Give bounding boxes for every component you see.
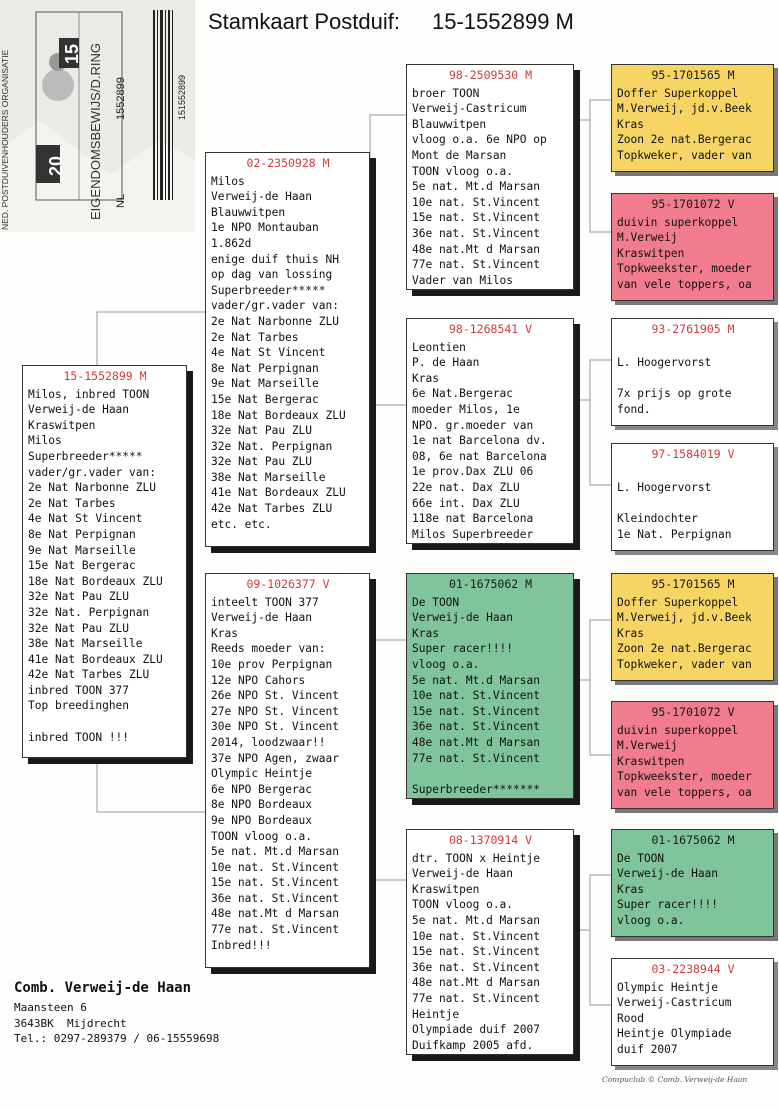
card-line: duivin superkoppel [617,723,739,737]
card-line: Kras [617,882,644,896]
card-line [412,766,569,782]
card-line: L. Hoogervorst [617,356,712,370]
pedigree-card-mmf [611,829,774,937]
card-line: vader/gr.vader van: [28,465,156,479]
card-line: Topkweekster, moeder [617,770,752,784]
card-line: moeder Milos, 1e [412,402,520,416]
card-line: 48e nat.Mt d Marsan [412,735,540,749]
card-ring-number: 01-1675062 M [651,833,735,847]
card-line: 10e prov Perpignan [211,657,333,671]
card-line: 41e Nat Bordeaux ZLU [28,652,163,666]
card-line: van vele toppers, oa [617,785,752,799]
card-line: 77e nat. St.Vincent [412,751,540,765]
card-line: 9e Nat Marseille [28,543,136,557]
card-line: duivin superkoppel [617,215,739,229]
card-line: 2e Nat Tarbes [28,496,116,510]
card-ring-number: 95-1701565 M [651,68,735,82]
card-line: 32e Nat Pau ZLU [211,455,313,469]
card-line: 32e Nat Pau ZLU [28,621,130,635]
card-line: 42e Nat Tarbes ZLU [28,668,150,682]
card-line: Mont de Marsan [412,148,507,162]
owner-street: Maansteen 6 [14,1001,87,1014]
card-ring-number: 02-2350928 M [246,156,330,170]
ring-org-label: NED. POSTDUIVENHOUDERS ORGANISATIE [0,49,10,230]
card-line: 30e NPO St. Vincent [211,720,339,734]
card-line: broer TOON [412,86,480,100]
card-line: L. Hoogervorst [617,481,712,495]
card-line: TOON vloog o.a. [211,829,313,843]
card-line: vloog o.a. [412,657,480,671]
card-line: Olympic Heintje [211,767,313,781]
pedigree-card-mother [205,573,370,968]
card-line: Kraswitpen [617,246,685,260]
card-line: 36e nat. St.Vincent [412,226,540,240]
card-line: Doffer Superkoppel [617,86,739,100]
barcode-number: 151552899 [177,74,187,120]
card-line: Heintje [412,1007,460,1021]
card-ring-number: 98-2509530 M [448,68,533,82]
card-line: 32e Nat. Perpignan [211,439,333,453]
title-label: Stamkaart Postduif: [208,9,400,34]
card-line: Verweij-de Haan [211,190,313,204]
card-line: 15e Nat Bergerac [28,559,136,573]
card-line: duif 2007 [617,1042,678,1056]
card-line: Kraswitpen [617,754,685,768]
card-line: 15e nat. St.Vincent [211,876,339,890]
card-line [28,714,182,730]
card-line: 08, 6e nat Barcelona [412,449,547,463]
card-line: 77e nat. St.Vincent [211,923,339,937]
card-line: Kraswitpen [28,418,96,432]
pedigree-card-subject [22,365,187,758]
card-line: 18e Nat Bordeaux ZLU [211,408,346,422]
card-line: 26e NPO St. Vincent [211,689,339,703]
card-line: 15e nat. St.Vincent [412,211,540,225]
card-line: Super racer!!!! [617,898,719,912]
card-line: 10e nat. St.Vincent [412,689,540,703]
card-line: 10e nat. St.Vincent [412,929,540,943]
pedigree-card-mf [406,573,574,799]
card-line: Verweij-de Haan [211,611,313,625]
card-line: 38e Nat Marseille [28,637,143,651]
card-line: 10e nat. St.Vincent [412,195,540,209]
card-line: 1e NPO Montauban [211,221,319,235]
card-line: Doffer Superkoppel [617,595,739,609]
card-line: Topkweker, vader van [617,657,752,671]
ring-number: 1552899 [115,77,127,120]
card-line: 77e nat. St.Vincent [412,991,540,1005]
card-line: 36e nat. St.Vincent [211,891,339,905]
card-line: 118e nat Barcelona [412,512,534,526]
card-line: 1e prov.Dax ZLU 06 [412,465,534,479]
card-line: Verweij-Castricum [412,102,527,116]
card-line: 8e Nat Perpignan [28,527,136,541]
card-line: 8e Nat Perpignan [211,361,319,375]
card-line [617,371,769,387]
card-line: Milos [211,174,245,188]
card-line: Superbreeder******* [412,782,540,796]
card-line: 5e nat. Mt.d Marsan [412,180,540,194]
card-line: Topkweekster, moeder [617,262,752,276]
card-line: 6e Nat.Bergerac [412,387,514,401]
card-line: 15e Nat Bergerac [211,392,319,406]
owner-block [14,980,219,1047]
card-line: Kras [617,626,644,640]
card-line: TOON vloog o.a. [412,898,514,912]
card-ring-number: 95-1701565 M [651,577,735,591]
card-line: P. de Haan [412,356,480,370]
card-line: 5e nat. Mt.d Marsan [412,673,540,687]
card-line: Kras [211,626,238,640]
card-line: enige duif thuis NH [211,252,339,266]
card-line: M.Verweij, jd.v.Beek [617,611,752,625]
pedigree-card-fmm [611,443,774,551]
card-line: Superbreeder***** [28,449,143,463]
pedigree-card-fmf [611,318,774,426]
card-line: Blauwwitpen [211,205,286,219]
card-line [617,465,769,481]
pedigree-card-fff [611,64,774,172]
card-line: M.Verweij, jd.v.Beek [617,102,752,116]
card-line: M.Verweij [617,739,678,753]
card-ring-number: 98-1268541 V [448,322,533,336]
card-line: inbred TOON !!! [28,730,130,744]
ring-year-left: 20 [46,155,66,176]
card-line: 37e NPO Agen, zwaar [211,751,339,765]
card-line: 36e nat. St.Vincent [412,960,540,974]
card-line: Zoon 2e nat.Bergerac [617,642,752,656]
card-line: Olympiade duif 2007 [412,1023,540,1037]
card-line: 66e int. Dax ZLU [412,496,520,510]
card-line: 9e NPO Bordeaux [211,813,313,827]
card-line: 10e nat. St.Vincent [211,860,339,874]
card-ring-number: 97-1584019 V [651,447,735,461]
owner-city: 3643BK Mijdrecht [14,1016,127,1030]
card-line: Superbreeder***** [211,283,326,297]
card-line: Verweij-de Haan [412,611,514,625]
card-line: 9e Nat Marseille [211,377,319,391]
owner-phone: Tel.: 0297-289379 / 06-15559698 [14,1032,220,1045]
card-line [617,340,769,356]
card-line: Duifkamp 2005 afd. [412,1038,534,1052]
pedigree-card-father [205,152,370,547]
pedigree-card-mff [611,573,774,681]
card-line: 12e NPO Cahors [211,673,306,687]
card-line: Milos, inbred TOON [28,387,150,401]
card-line: 48e nat.Mt d Marsan [211,907,339,921]
card-line: 4e Nat St Vincent [211,346,326,360]
card-line: 2e Nat Tarbes [211,330,299,344]
card-line: 4e Nat St Vincent [28,512,143,526]
card-line: NPO. gr.moeder van [412,418,534,432]
card-line: Kras [617,117,644,131]
pedigree-card-mfm [611,701,774,809]
card-line: Top breedinghen [28,699,130,713]
pedigree-card-ff [406,64,574,290]
card-line: vader/gr.vader van: [211,299,339,313]
card-line: Blauwwitpen [412,117,487,131]
card-ring-number: 95-1701072 V [651,705,735,719]
card-line: Milos [28,434,62,448]
card-line: 27e NPO St. Vincent [211,704,339,718]
card-line: etc. etc. [211,517,272,531]
card-line: M.Verweij [617,231,678,245]
card-ring-number: 01-1675062 M [448,577,533,591]
card-line: Verweij-de Haan [28,403,130,417]
card-line: Leontien [412,340,466,354]
card-line: 32e Nat. Perpignan [28,605,150,619]
card-line: Reeds moeder van: [211,642,326,656]
card-line: 77e nat. St.Vincent [412,258,540,272]
card-line: Vader van Milos [412,273,514,287]
pedigree-card-mm [406,829,574,1055]
card-line: De TOON [617,851,665,865]
card-line: inteelt TOON 377 [211,595,319,609]
card-line: 42e Nat Tarbes ZLU [211,502,333,516]
card-line: op dag van lossing [211,268,333,282]
card-line: Verweij-de Haan [617,867,719,881]
ring-doc-label: EIGENDOMSBEWIJS/D.RING [88,43,103,220]
card-line: 38e Nat Marseille [211,470,326,484]
pedigree-card-fm [406,318,574,544]
card-line: 1.862d [211,236,252,250]
card-line: fond. [617,402,651,416]
card-line: 15e nat. St.Vincent [412,704,540,718]
owner-name: Comb. Verweij-de Haan [14,980,192,996]
card-ring-number: 93-2761905 M [651,322,735,336]
card-line: 41e Nat Bordeaux ZLU [211,486,346,500]
card-line: van vele toppers, oa [617,277,752,291]
card-line: 8e NPO Bordeaux [211,798,313,812]
card-line: 15e nat. St.Vincent [412,945,540,959]
card-line: Verweij-Castricum [617,996,732,1010]
card-line: Zoon 2e nat.Bergerac [617,133,752,147]
card-line: 22e nat. Dax ZLU [412,480,520,494]
card-ring-number: 15-1552899 M [63,369,147,383]
card-line: Kraswitpen [412,882,480,896]
card-line: Kleindochter [617,512,698,526]
title-ring-number: 15-1552899 M [431,9,574,34]
card-line: 48e nat.Mt d Marsan [412,976,540,990]
card-ring-number: 08-1370914 V [448,833,533,847]
card-line: TOON vloog o.a. [412,164,514,178]
card-ring-number: 03-2238944 V [651,962,735,976]
card-line: vloog o.a. 6e NPO op [412,133,547,147]
ring-year-right: 15 [62,43,82,64]
card-line: 32e Nat Pau ZLU [211,424,313,438]
card-line: 1e Nat. Perpignan [617,527,732,541]
card-line: 36e nat. St.Vincent [412,720,540,734]
card-line: 2014, loodzwaar!! [211,735,326,749]
card-line: 5e nat. Mt.d Marsan [211,845,339,859]
card-line: Olympic Heintje [617,980,719,994]
card-line [617,496,769,512]
card-line: 18e Nat Bordeaux ZLU [28,574,163,588]
card-line: 5e nat. Mt.d Marsan [412,913,540,927]
footer-credit: Compuclub © Comb. Verweij-de Haan [602,1075,748,1084]
card-line: vloog o.a. [617,913,685,927]
card-line: 48e nat.Mt d Marsan [412,242,540,256]
card-line: Milos Superbreeder [412,527,534,541]
card-line: Super racer!!!! [412,642,514,656]
ring-country: NL [115,193,127,208]
card-line: Heintje Olympiade [617,1027,732,1041]
card-line: 6e NPO Bergerac [211,782,313,796]
card-ring-number: 09-1026377 V [246,577,330,591]
card-line: 2e Nat Narbonne ZLU [28,481,156,495]
card-line: 7x prijs op grote [617,387,732,401]
card-line: Rood [617,1011,644,1025]
card-line: dtr. TOON x Heintje [412,851,540,865]
card-line: Verweij-de Haan [412,867,514,881]
card-line: Kras [412,626,439,640]
card-line: 32e Nat Pau ZLU [28,590,130,604]
pedigree-card-ffm [611,193,774,301]
card-line: De TOON [412,595,460,609]
card-line: 2e Nat Narbonne ZLU [211,314,339,328]
card-line: Topkweker, vader van [617,148,752,162]
card-line: 1e nat Barcelona dv. [412,434,547,448]
card-line: Inbred!!! [211,938,272,952]
card-ring-number: 95-1701072 V [651,197,735,211]
card-line: inbred TOON 377 [28,683,130,697]
card-line: Kras [412,371,439,385]
pedigree-card-mmm [611,958,774,1066]
